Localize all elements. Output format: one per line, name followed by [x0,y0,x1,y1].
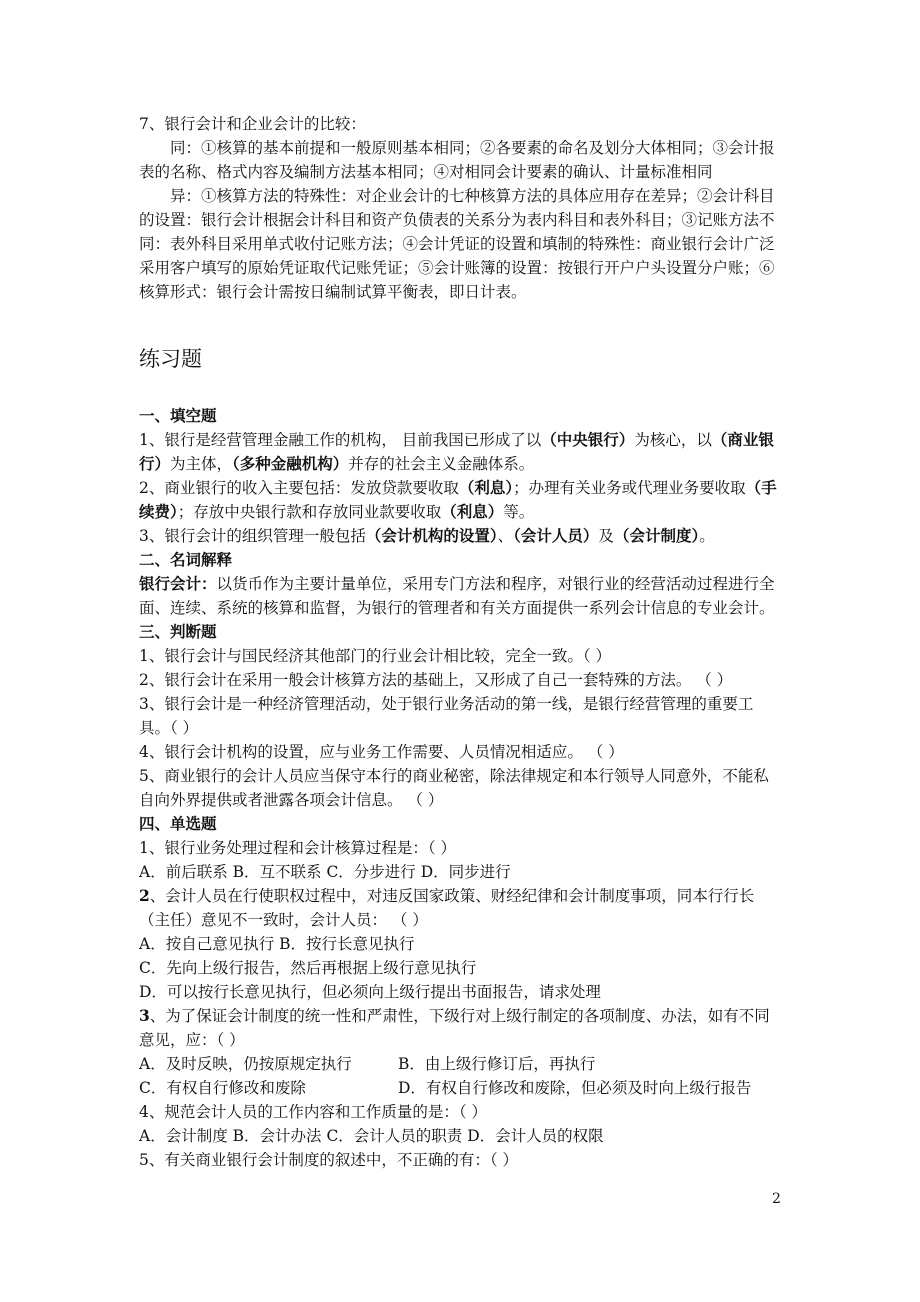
single-q3: 3、为了保证会计制度的统一性和严肃性，下级行对上级行制定的各项制度、办法，如有不同意见，应：（ ） [139,1006,770,1049]
single-q3-option-d: D．有权自行修改和废除，但必须及时向上级行报告 [398,1079,752,1097]
single-q1-options: A．前后联系 B．互不联系 C．分步进行 D．同步进行 [139,863,511,881]
single-q4: 4、规范会计人员的工作内容和工作质量的是：（ ） [139,1103,488,1121]
single-q5: 5、有关商业银行会计制度的叙述中，不正确的有：（ ） [139,1151,519,1169]
single-q3-option-c: C．有权自行修改和废除 [139,1079,306,1097]
single-q2-option-d: D．可以按行长意见执行，但必须向上级行提出书面报告，请求处理 [139,983,601,1001]
item7-diff: 异：①核算方法的特殊性：对企业会计的七种核算方法的具体应用存在差异；②会计科目的设置：银行会计根据会计科目和资产负债表的关系分为表内科目和表外科目；③记账方法不同：表外科目采用单式收付记账方法；④会计凭证的设置和填制的特殊性：商业银行会计广泛采用客户填写的原始凭证取代记账凭证；⑤会计账簿的设置：按银行开户户头设置分户账；⑥核算形式：银行会计需按日编制试算平衡表，即日计表。 [139,187,775,301]
terms-heading: 二、名词解释 [139,550,233,569]
single-q3-option-b: B．由上级行修订后，再执行 [398,1055,596,1073]
judge-heading: 三、判断题 [139,622,217,641]
single-q2: 2、会计人员在行使职权过程中，对违反国家政策、财经纪律和会计制度事项，同本行行长（主任）意见不一致时，会计人员： （ ） [139,886,755,929]
single-q3-option-a: A．及时反映，仍按原规定执行 [139,1055,352,1073]
single-q2-option-ab: A．按自己意见执行 B．按行长意见执行 [139,935,415,953]
page-content [139,112,782,1172]
single-heading: 四、单选题 [139,814,217,833]
exercise-title: 练习题 [139,347,202,371]
fill-q1: 1、银行是经营管理金融工作的机构， 目前我国已形成了以（中央银行）为核心，以（商业银行）为主体，（多种金融机构）并存的社会主义金融体系。 [139,430,774,473]
single-q3-options-row1 [139,1052,782,1076]
fill-q2: 2、商业银行的收入主要包括：发放贷款要收取（利息）；办理有关业务或代理业务要收取（手续费）；存放中央银行款和存放同业款要收取（利息）等。 [139,478,777,521]
judge-item: 2、银行会计在采用一般会计核算方法的基础上，又形成了自己一套特殊的方法。 （ ） [139,671,733,689]
item7-same: 同：①核算的基本前提和一般原则基本相同；②各要素的命名及划分大体相同；③会计报表的名称、格式内容及编制方法基本相同；④对相同会计要素的确认、计量标准相同 [139,139,775,181]
single-q2-option-c: C．先向上级行报告，然后再根据上级行意见执行 [139,959,477,977]
judge-item: 1、银行会计与国民经济其他部门的行业会计相比较，完全一致。（ ） [139,647,612,665]
judge-item: 3、银行会计是一种经济管理活动，处于银行业务活动的第一线，是银行经营管理的重要工具。（ ） [139,695,754,737]
judge-item: 4、银行会计机构的设置，应与业务工作需要、人员情况相适应。 （ ） [139,743,624,761]
single-q1: 1、银行业务处理过程和会计核算过程是：（ ） [139,839,457,857]
item7-title: 7、银行会计和企业会计的比较： [139,115,366,133]
term-label: 银行会计 [139,574,202,593]
term-definition: 银行会计：以货币作为主要计量单位，采用专门方法和程序，对银行业的经营活动过程进行全面、连续、系统的核算和监督，为银行的管理者和有关方面提供一系列会计信息的专业会计。 [139,574,775,617]
single-q3-options-row2 [139,1076,782,1100]
single-q4-options: A．会计制度 B．会计办法 C．会计人员的职责 D．会计人员的权限 [139,1127,604,1145]
fill-heading: 一、填空题 [139,406,217,425]
page-number: 2 [772,1191,781,1207]
judge-item: 5、商业银行的会计人员应当保守本行的商业秘密，除法律规定和本行领导人同意外，不能私自向外界提供或者泄露各项会计信息。 （ ） [139,767,769,809]
fill-q3: 3、银行会计的组织管理一般包括（会计机构的设置）、（会计人员）及（会计制度）。 [139,526,715,545]
